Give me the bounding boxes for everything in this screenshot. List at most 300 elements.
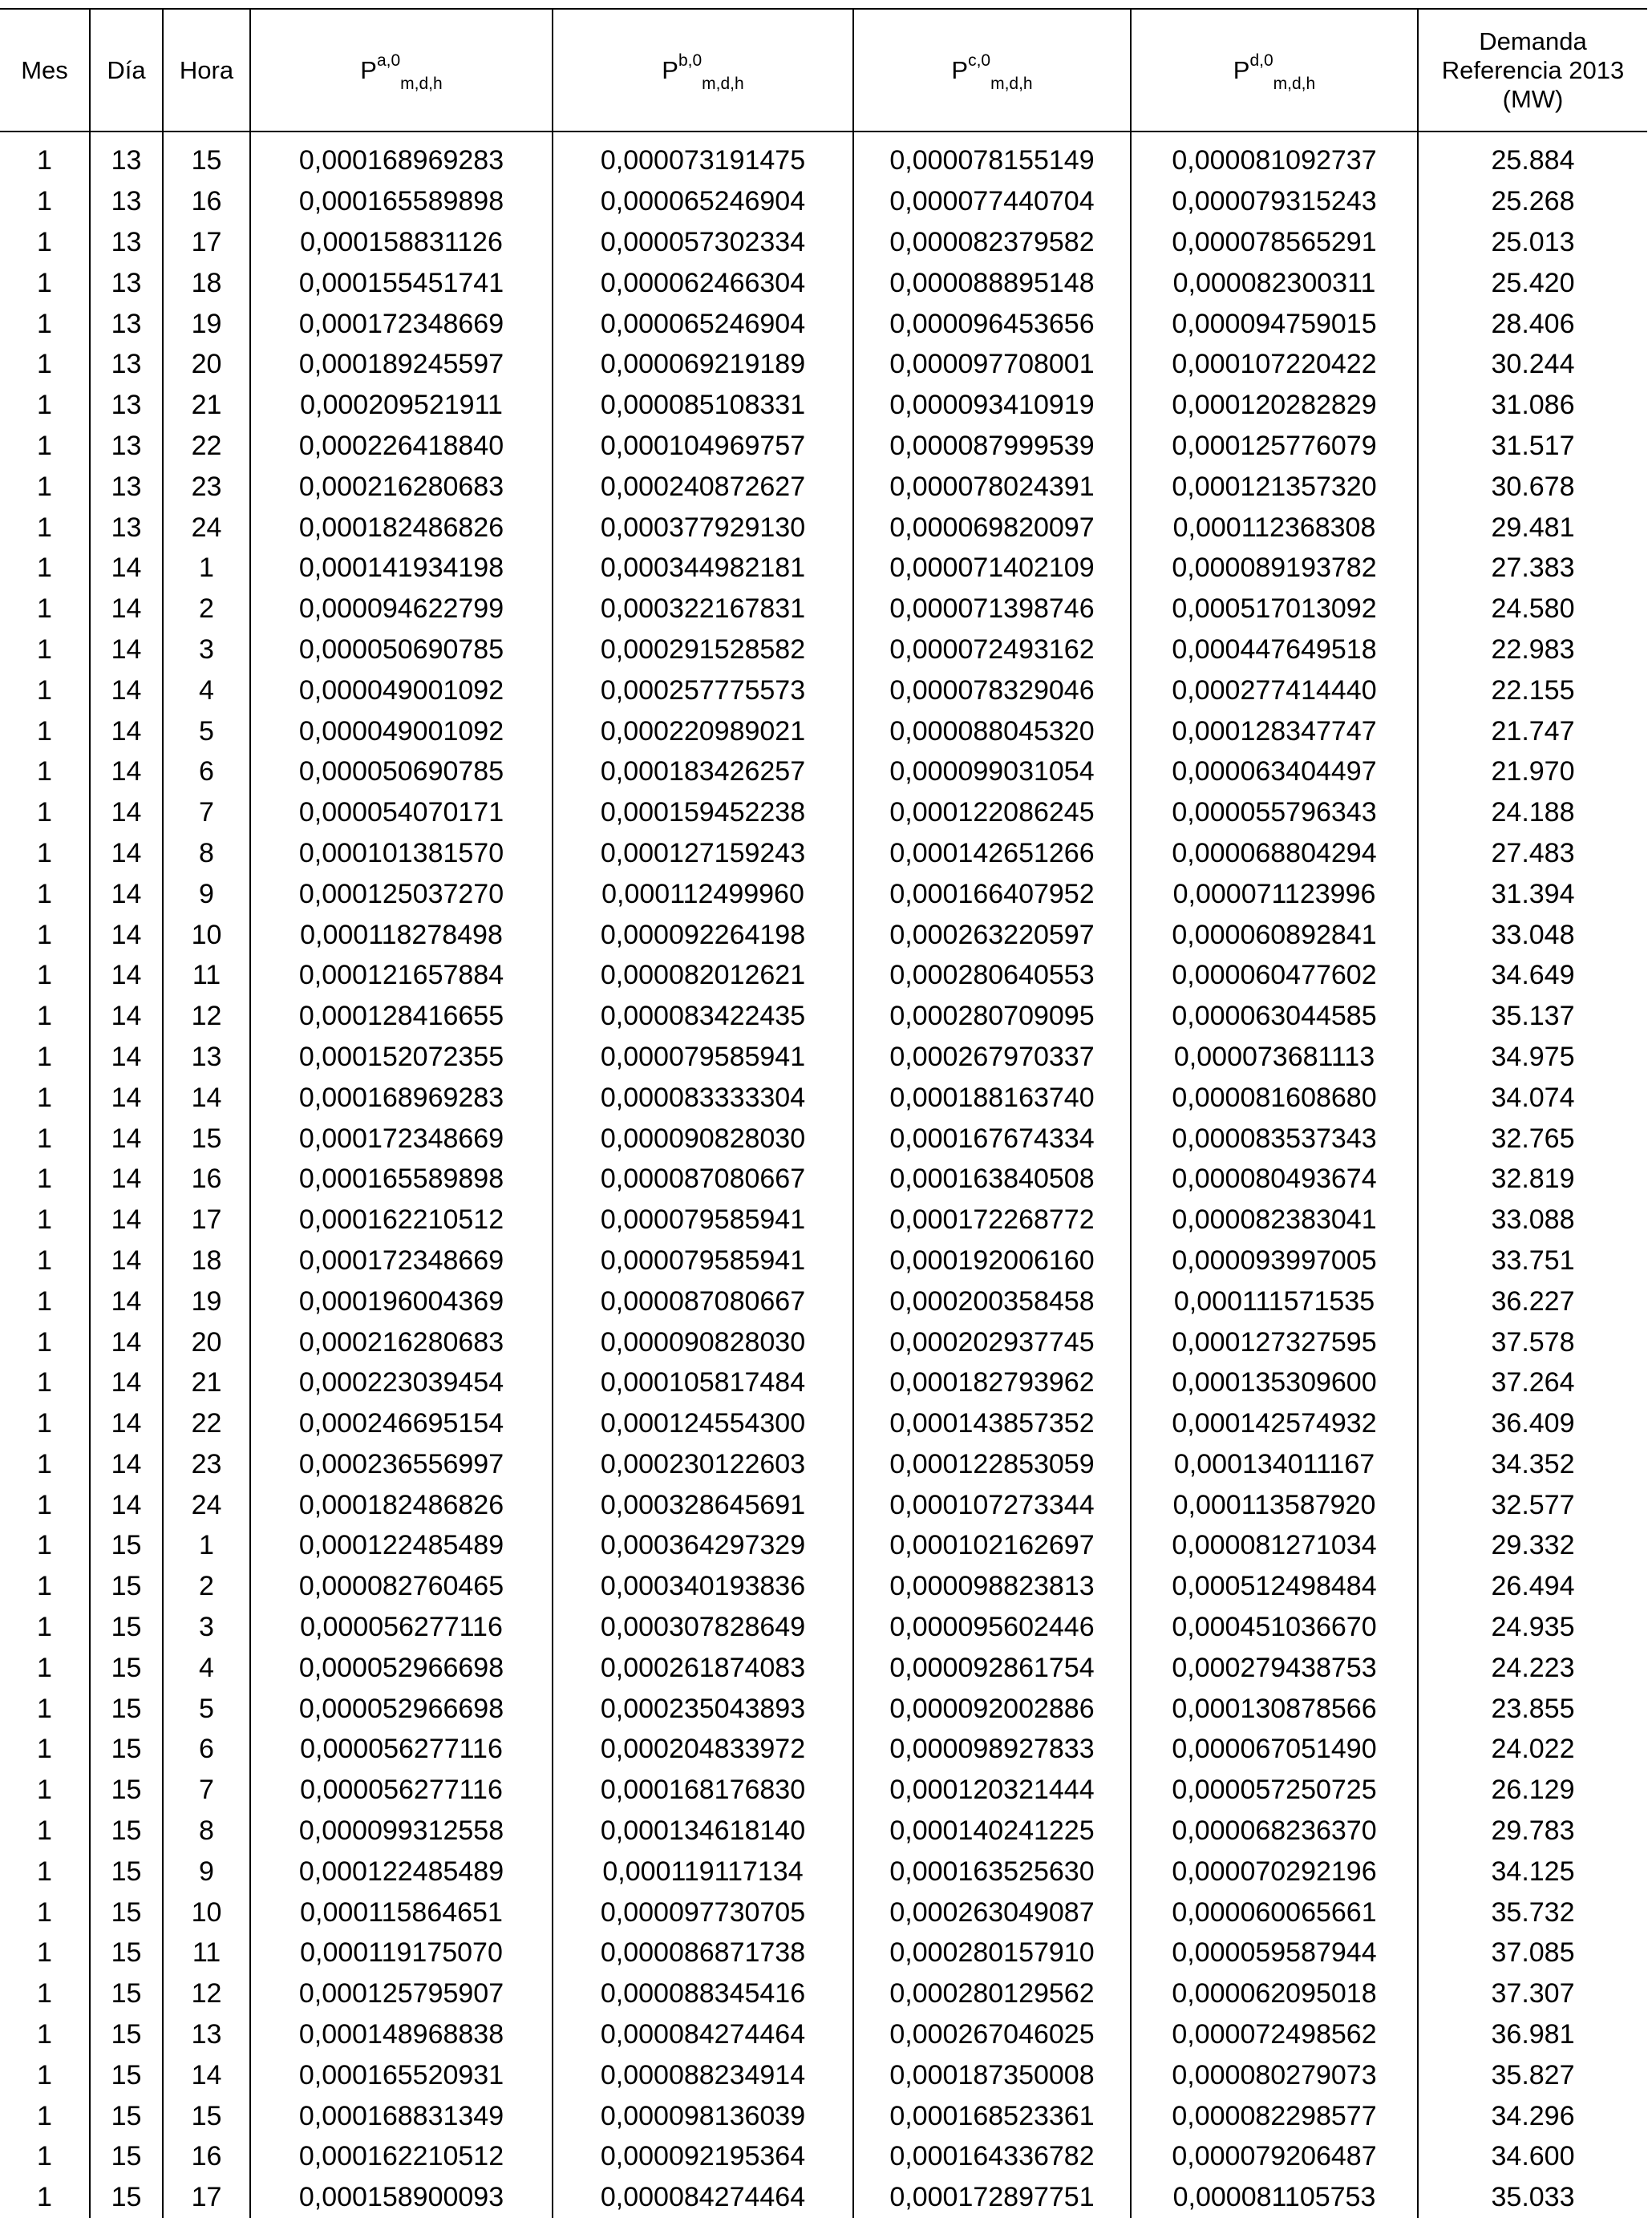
cell-pd: 0,000111571535 — [1131, 1281, 1418, 1321]
cell-demanda: 25.420 — [1418, 262, 1647, 303]
cell-hora: 16 — [163, 1159, 250, 1200]
cell-pd: 0,000113587920 — [1131, 1484, 1418, 1525]
table-row — [0, 1566, 1647, 1607]
symbol-pa — [360, 51, 443, 93]
cell-hora: 15 — [163, 2095, 250, 2136]
cell-demanda: 30.244 — [1418, 344, 1647, 385]
cell-pb: 0,000098136039 — [553, 2095, 853, 2136]
cell-hora: 14 — [163, 1077, 250, 1118]
cell-pd: 0,000142574932 — [1131, 1403, 1418, 1444]
cell-pb: 0,000119117134 — [553, 1851, 853, 1892]
cell-pd: 0,000517013092 — [1131, 589, 1418, 629]
cell-demanda: 34.352 — [1418, 1444, 1647, 1485]
cell-dia: 13 — [90, 262, 163, 303]
cell-hora: 16 — [163, 181, 250, 222]
cell-hora: 3 — [163, 1607, 250, 1648]
spacer-cell — [250, 132, 553, 140]
cell-pd: 0,000127327595 — [1131, 1321, 1418, 1362]
cell-demanda: 25.013 — [1418, 222, 1647, 263]
cell-mes: 1 — [0, 710, 90, 751]
cell-pa: 0,000158900093 — [250, 2177, 553, 2218]
cell-pb: 0,000377929130 — [553, 507, 853, 548]
cell-demanda: 26.129 — [1418, 1770, 1647, 1811]
cell-demanda: 25.268 — [1418, 181, 1647, 222]
cell-pa: 0,000182486826 — [250, 507, 553, 548]
cell-pc: 0,000120321444 — [853, 1770, 1131, 1811]
cell-pb: 0,000082012621 — [553, 955, 853, 996]
cell-pc: 0,000192006160 — [853, 1240, 1131, 1281]
cell-dia: 14 — [90, 751, 163, 792]
cell-mes: 1 — [0, 1770, 90, 1811]
cell-dia: 13 — [90, 507, 163, 548]
cell-mes: 1 — [0, 1362, 90, 1403]
spacer-cell — [0, 132, 90, 140]
cell-pa: 0,000236556997 — [250, 1444, 553, 1485]
symbol-pb-base: P — [662, 55, 678, 84]
cell-pb: 0,000069219189 — [553, 344, 853, 385]
cell-pa: 0,000094622799 — [250, 589, 553, 629]
cell-pc: 0,000092002886 — [853, 1688, 1131, 1729]
cell-demanda: 33.048 — [1418, 914, 1647, 955]
cell-pd: 0,000062095018 — [1131, 1973, 1418, 2014]
table-row — [0, 181, 1647, 222]
cell-pd: 0,000060477602 — [1131, 955, 1418, 996]
header-demanda-line-1: Demanda — [1479, 26, 1587, 55]
cell-hora: 12 — [163, 996, 250, 1037]
header-row — [0, 9, 1647, 132]
cell-pd: 0,000512498484 — [1131, 1566, 1418, 1607]
cell-dia: 14 — [90, 955, 163, 996]
cell-pb: 0,000092195364 — [553, 2136, 853, 2177]
cell-pd: 0,000070292196 — [1131, 1851, 1418, 1892]
table-row — [0, 873, 1647, 914]
table-row — [0, 1444, 1647, 1485]
table-row — [0, 1973, 1647, 2014]
cell-pc: 0,000099031054 — [853, 751, 1131, 792]
cell-demanda: 31.086 — [1418, 385, 1647, 426]
cell-hora: 5 — [163, 1688, 250, 1729]
cell-pb: 0,000079585941 — [553, 1037, 853, 1078]
cell-pa: 0,000099312558 — [250, 1811, 553, 1852]
cell-pa: 0,000052966698 — [250, 1688, 553, 1729]
cell-hora: 11 — [163, 955, 250, 996]
table-row — [0, 2095, 1647, 2136]
cell-pa: 0,000158831126 — [250, 222, 553, 263]
cell-pa: 0,000118278498 — [250, 914, 553, 955]
cell-demanda: 31.517 — [1418, 426, 1647, 467]
cell-pc: 0,000078329046 — [853, 670, 1131, 710]
cell-pa: 0,000182486826 — [250, 1484, 553, 1525]
cell-dia: 14 — [90, 589, 163, 629]
cell-pc: 0,000280640553 — [853, 955, 1131, 996]
cell-demanda: 29.481 — [1418, 507, 1647, 548]
cell-pb: 0,000083333304 — [553, 1077, 853, 1118]
cell-mes: 1 — [0, 1321, 90, 1362]
cell-mes: 1 — [0, 1037, 90, 1078]
cell-pc: 0,000163840508 — [853, 1159, 1131, 1200]
cell-dia: 15 — [90, 1770, 163, 1811]
cell-dia: 14 — [90, 1118, 163, 1159]
cell-pa: 0,000172348669 — [250, 1118, 553, 1159]
cell-pd: 0,000120282829 — [1131, 385, 1418, 426]
cell-pc: 0,000077440704 — [853, 181, 1131, 222]
table-row — [0, 833, 1647, 874]
table-row — [0, 303, 1647, 344]
table-body — [0, 140, 1647, 2218]
cell-pd: 0,000068236370 — [1131, 1811, 1418, 1852]
cell-pa: 0,000082760465 — [250, 1566, 553, 1607]
cell-pb: 0,000090828030 — [553, 1118, 853, 1159]
table-row — [0, 792, 1647, 833]
symbol-pa-sub: m,d,h — [400, 74, 443, 93]
cell-dia: 15 — [90, 1811, 163, 1852]
cell-dia: 14 — [90, 1200, 163, 1240]
cell-dia: 15 — [90, 1607, 163, 1648]
cell-demanda: 34.649 — [1418, 955, 1647, 996]
cell-pd: 0,000060892841 — [1131, 914, 1418, 955]
cell-hora: 7 — [163, 1770, 250, 1811]
cell-dia: 13 — [90, 140, 163, 181]
cell-pc: 0,000168523361 — [853, 2095, 1131, 2136]
table-row — [0, 1118, 1647, 1159]
cell-pd: 0,000071123996 — [1131, 873, 1418, 914]
cell-pc: 0,000078155149 — [853, 140, 1131, 181]
cell-demanda: 34.296 — [1418, 2095, 1647, 2136]
spacer-cell — [553, 132, 853, 140]
cell-pc: 0,000122086245 — [853, 792, 1131, 833]
cell-demanda: 35.137 — [1418, 996, 1647, 1037]
table-row — [0, 1647, 1647, 1688]
cell-pb: 0,000204833972 — [553, 1729, 853, 1770]
cell-pb: 0,000230122603 — [553, 1444, 853, 1485]
cell-mes: 1 — [0, 1566, 90, 1607]
cell-pd: 0,000089193782 — [1131, 548, 1418, 589]
cell-demanda: 32.577 — [1418, 1484, 1647, 1525]
cell-pb: 0,000104969757 — [553, 426, 853, 467]
table-row — [0, 1159, 1647, 1200]
cell-dia: 13 — [90, 466, 163, 507]
cell-mes: 1 — [0, 1403, 90, 1444]
cell-pc: 0,000182793962 — [853, 1362, 1131, 1403]
symbol-pc-sub: m,d,h — [990, 74, 1033, 93]
cell-pb: 0,000257775573 — [553, 670, 853, 710]
cell-pb: 0,000127159243 — [553, 833, 853, 874]
cell-mes: 1 — [0, 1729, 90, 1770]
cell-pa: 0,000189245597 — [250, 344, 553, 385]
cell-pa: 0,000056277116 — [250, 1607, 553, 1648]
cell-pd: 0,000451036670 — [1131, 1607, 1418, 1648]
table-row — [0, 1362, 1647, 1403]
table-row — [0, 629, 1647, 670]
cell-pd: 0,000081271034 — [1131, 1525, 1418, 1566]
cell-dia: 13 — [90, 426, 163, 467]
cell-dia: 15 — [90, 1525, 163, 1566]
cell-pd: 0,000134011167 — [1131, 1444, 1418, 1485]
cell-dia: 14 — [90, 792, 163, 833]
symbol-pa-base: P — [360, 55, 377, 84]
cell-mes: 1 — [0, 1933, 90, 1973]
cell-pa: 0,000115864651 — [250, 1892, 553, 1933]
cell-mes: 1 — [0, 2177, 90, 2218]
cell-pd: 0,000107220422 — [1131, 344, 1418, 385]
cell-pc: 0,000093410919 — [853, 385, 1131, 426]
cell-demanda: 22.983 — [1418, 629, 1647, 670]
cell-pa: 0,000101381570 — [250, 833, 553, 874]
cell-mes: 1 — [0, 262, 90, 303]
cell-dia: 13 — [90, 303, 163, 344]
cell-pa: 0,000216280683 — [250, 466, 553, 507]
table-row — [0, 1281, 1647, 1321]
cell-demanda: 34.600 — [1418, 2136, 1647, 2177]
cell-hora: 17 — [163, 2177, 250, 2218]
cell-pc: 0,000071398746 — [853, 589, 1131, 629]
cell-dia: 13 — [90, 385, 163, 426]
cell-pa: 0,000141934198 — [250, 548, 553, 589]
cell-dia: 14 — [90, 1240, 163, 1281]
cell-pb: 0,000340193836 — [553, 1566, 853, 1607]
table-row — [0, 140, 1647, 181]
cell-pc: 0,000280157910 — [853, 1933, 1131, 1973]
cell-pa: 0,000226418840 — [250, 426, 553, 467]
cell-pc: 0,000102162697 — [853, 1525, 1131, 1566]
cell-demanda: 21.970 — [1418, 751, 1647, 792]
cell-hora: 4 — [163, 1647, 250, 1688]
header-pc — [853, 9, 1131, 132]
cell-pb: 0,000084274464 — [553, 2177, 853, 2218]
cell-mes: 1 — [0, 1240, 90, 1281]
table-row — [0, 2014, 1647, 2055]
cell-pd: 0,000082300311 — [1131, 262, 1418, 303]
cell-demanda: 24.580 — [1418, 589, 1647, 629]
header-spacer — [0, 132, 1647, 140]
cell-mes: 1 — [0, 548, 90, 589]
cell-pa: 0,000050690785 — [250, 629, 553, 670]
cell-pb: 0,000097730705 — [553, 1892, 853, 1933]
cell-pc: 0,000267046025 — [853, 2014, 1131, 2055]
cell-pb: 0,000084274464 — [553, 2014, 853, 2055]
cell-demanda: 26.494 — [1418, 1566, 1647, 1607]
cell-pd: 0,000135309600 — [1131, 1362, 1418, 1403]
spacer-cell — [853, 132, 1131, 140]
cell-pd: 0,000079206487 — [1131, 2136, 1418, 2177]
symbol-pd-sub: m,d,h — [1273, 74, 1316, 93]
cell-mes: 1 — [0, 1118, 90, 1159]
table-row — [0, 751, 1647, 792]
cell-demanda: 28.406 — [1418, 303, 1647, 344]
cell-dia: 14 — [90, 996, 163, 1037]
cell-pc: 0,000167674334 — [853, 1118, 1131, 1159]
cell-pb: 0,000079585941 — [553, 1240, 853, 1281]
cell-pc: 0,000172268772 — [853, 1200, 1131, 1240]
demand-profile-table — [0, 8, 1647, 2218]
cell-mes: 1 — [0, 1281, 90, 1321]
cell-pa: 0,000122485489 — [250, 1525, 553, 1566]
cell-demanda: 35.827 — [1418, 2054, 1647, 2095]
symbol-pd — [1233, 51, 1316, 93]
cell-pd: 0,000059587944 — [1131, 1933, 1418, 1973]
header-demanda-line-3: (MW) — [1502, 84, 1564, 113]
cell-pc: 0,000092861754 — [853, 1647, 1131, 1688]
cell-pa: 0,000125037270 — [250, 873, 553, 914]
cell-pc: 0,000202937745 — [853, 1321, 1131, 1362]
cell-pb: 0,000079585941 — [553, 1200, 853, 1240]
cell-dia: 15 — [90, 2095, 163, 2136]
cell-mes: 1 — [0, 833, 90, 874]
cell-pa: 0,000162210512 — [250, 1200, 553, 1240]
cell-demanda: 32.819 — [1418, 1159, 1647, 1200]
cell-pc: 0,000187350008 — [853, 2054, 1131, 2095]
cell-mes: 1 — [0, 222, 90, 263]
table-row — [0, 344, 1647, 385]
cell-mes: 1 — [0, 303, 90, 344]
cell-pc: 0,000087999539 — [853, 426, 1131, 467]
cell-demanda: 27.383 — [1418, 548, 1647, 589]
cell-pb: 0,000322167831 — [553, 589, 853, 629]
cell-pb: 0,000364297329 — [553, 1525, 853, 1566]
cell-pa: 0,000155451741 — [250, 262, 553, 303]
cell-dia: 15 — [90, 1892, 163, 1933]
cell-mes: 1 — [0, 426, 90, 467]
table-row — [0, 1811, 1647, 1852]
cell-pa: 0,000162210512 — [250, 2136, 553, 2177]
cell-pc: 0,000142651266 — [853, 833, 1131, 874]
table-row — [0, 1403, 1647, 1444]
table-row — [0, 385, 1647, 426]
cell-hora: 2 — [163, 589, 250, 629]
table-row — [0, 1892, 1647, 1933]
cell-pa: 0,000148968838 — [250, 2014, 553, 2055]
cell-demanda: 36.227 — [1418, 1281, 1647, 1321]
cell-hora: 6 — [163, 1729, 250, 1770]
cell-pc: 0,000163525630 — [853, 1851, 1131, 1892]
spacer-cell — [1131, 132, 1418, 140]
cell-pb: 0,000090828030 — [553, 1321, 853, 1362]
cell-pb: 0,000344982181 — [553, 548, 853, 589]
header-hora: Hora — [163, 9, 250, 132]
cell-pa: 0,000052966698 — [250, 1647, 553, 1688]
cell-dia: 14 — [90, 1321, 163, 1362]
cell-hora: 13 — [163, 1037, 250, 1078]
cell-pb: 0,000088345416 — [553, 1973, 853, 2014]
cell-pb: 0,000291528582 — [553, 629, 853, 670]
cell-dia: 15 — [90, 2177, 163, 2218]
spacer-cell — [90, 132, 163, 140]
cell-demanda: 37.307 — [1418, 1973, 1647, 2014]
cell-hora: 8 — [163, 1811, 250, 1852]
cell-dia: 14 — [90, 914, 163, 955]
cell-pa: 0,000152072355 — [250, 1037, 553, 1078]
cell-pb: 0,000065246904 — [553, 303, 853, 344]
table-row — [0, 1851, 1647, 1892]
cell-pa: 0,000172348669 — [250, 303, 553, 344]
cell-pb: 0,000328645691 — [553, 1484, 853, 1525]
cell-pb: 0,000183426257 — [553, 751, 853, 792]
cell-pd: 0,000094759015 — [1131, 303, 1418, 344]
cell-dia: 14 — [90, 710, 163, 751]
cell-pd: 0,000081092737 — [1131, 140, 1418, 181]
table-row — [0, 1484, 1647, 1525]
cell-pb: 0,000086871738 — [553, 1933, 853, 1973]
cell-mes: 1 — [0, 589, 90, 629]
cell-hora: 10 — [163, 914, 250, 955]
cell-mes: 1 — [0, 2095, 90, 2136]
cell-hora: 17 — [163, 222, 250, 263]
cell-hora: 22 — [163, 426, 250, 467]
cell-pa: 0,000168969283 — [250, 140, 553, 181]
table-row — [0, 955, 1647, 996]
table-row — [0, 507, 1647, 548]
cell-hora: 7 — [163, 792, 250, 833]
table-row — [0, 2054, 1647, 2095]
cell-demanda: 33.751 — [1418, 1240, 1647, 1281]
table-row — [0, 2136, 1647, 2177]
symbol-pb-sub: m,d,h — [702, 74, 744, 93]
cell-dia: 14 — [90, 833, 163, 874]
cell-pd: 0,000130878566 — [1131, 1688, 1418, 1729]
cell-mes: 1 — [0, 751, 90, 792]
cell-hora: 14 — [163, 2054, 250, 2095]
cell-pb: 0,000235043893 — [553, 1688, 853, 1729]
cell-pd: 0,000081105753 — [1131, 2177, 1418, 2218]
cell-pa: 0,000209521911 — [250, 385, 553, 426]
cell-demanda: 27.483 — [1418, 833, 1647, 874]
cell-mes: 1 — [0, 629, 90, 670]
cell-pc: 0,000071402109 — [853, 548, 1131, 589]
cell-dia: 15 — [90, 1688, 163, 1729]
cell-pa: 0,000054070171 — [250, 792, 553, 833]
cell-mes: 1 — [0, 996, 90, 1037]
cell-pd: 0,000112368308 — [1131, 507, 1418, 548]
cell-hora: 3 — [163, 629, 250, 670]
cell-demanda: 24.022 — [1418, 1729, 1647, 1770]
cell-demanda: 29.332 — [1418, 1525, 1647, 1566]
cell-pc: 0,000098927833 — [853, 1729, 1131, 1770]
table-row — [0, 1037, 1647, 1078]
cell-pd: 0,000128347747 — [1131, 710, 1418, 751]
table-row — [0, 1077, 1647, 1118]
cell-pa: 0,000196004369 — [250, 1281, 553, 1321]
table-row — [0, 1240, 1647, 1281]
table-row — [0, 262, 1647, 303]
cell-hora: 1 — [163, 1525, 250, 1566]
cell-pd: 0,000068804294 — [1131, 833, 1418, 874]
cell-hora: 8 — [163, 833, 250, 874]
cell-demanda: 24.223 — [1418, 1647, 1647, 1688]
cell-pa: 0,000056277116 — [250, 1729, 553, 1770]
cell-pb: 0,000220989021 — [553, 710, 853, 751]
cell-hora: 21 — [163, 1362, 250, 1403]
cell-pb: 0,000307828649 — [553, 1607, 853, 1648]
cell-pb: 0,000088234914 — [553, 2054, 853, 2095]
cell-pb: 0,000240872627 — [553, 466, 853, 507]
cell-hora: 11 — [163, 1933, 250, 1973]
cell-pd: 0,000072498562 — [1131, 2014, 1418, 2055]
cell-pd: 0,000080279073 — [1131, 2054, 1418, 2095]
header-demanda-line-2: Referencia 2013 — [1441, 55, 1625, 84]
cell-hora: 5 — [163, 710, 250, 751]
cell-pb: 0,000087080667 — [553, 1281, 853, 1321]
cell-pd: 0,000063404497 — [1131, 751, 1418, 792]
cell-pc: 0,000200358458 — [853, 1281, 1131, 1321]
cell-hora: 21 — [163, 385, 250, 426]
cell-hora: 1 — [163, 548, 250, 589]
cell-demanda: 34.975 — [1418, 1037, 1647, 1078]
cell-mes: 1 — [0, 1892, 90, 1933]
cell-dia: 13 — [90, 344, 163, 385]
cell-hora: 17 — [163, 1200, 250, 1240]
cell-dia: 15 — [90, 1933, 163, 1973]
cell-demanda: 37.264 — [1418, 1362, 1647, 1403]
